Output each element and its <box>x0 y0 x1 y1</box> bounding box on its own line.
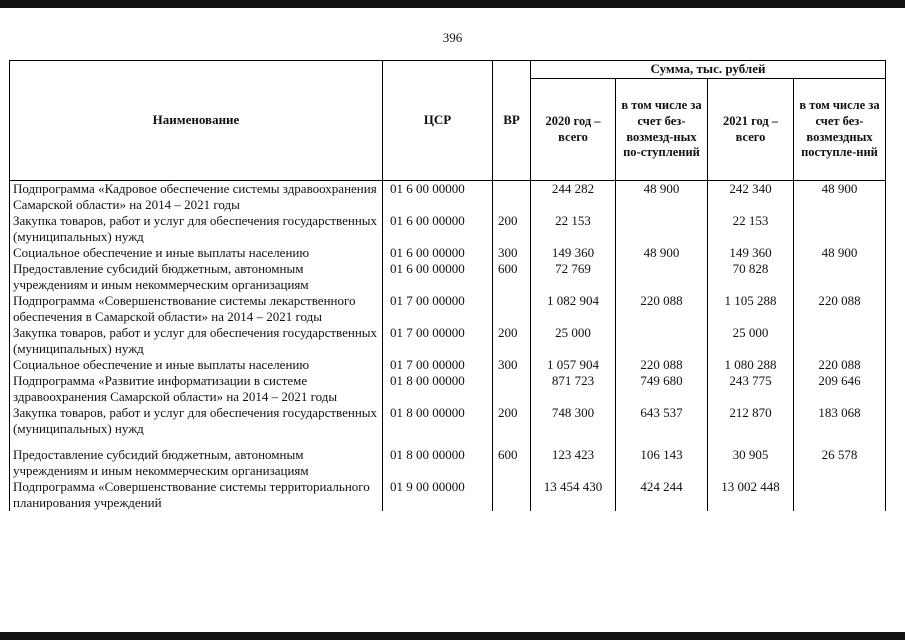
header-vr: ВР <box>493 61 531 181</box>
row-2020-total: 22 153 <box>531 213 616 245</box>
row-vr <box>493 181 531 214</box>
row-2021-total: 212 870 <box>708 405 794 437</box>
bottom-border <box>0 632 905 640</box>
row-2021-free: 48 900 <box>794 181 886 214</box>
row-2020-free: 106 143 <box>616 437 708 479</box>
row-name: Предоставление субсидий бюджетным, автономным учреждениям и иным некоммерческим организациям <box>10 437 383 479</box>
row-2020-total: 123 423 <box>531 437 616 479</box>
row-2020-total: 72 769 <box>531 261 616 293</box>
row-csr: 01 6 00 00000 <box>383 261 493 293</box>
row-csr: 01 7 00 00000 <box>383 293 493 325</box>
page-number: 396 <box>442 30 463 45</box>
row-csr: 01 6 00 00000 <box>383 213 493 245</box>
row-2020-free: 48 900 <box>616 245 708 261</box>
row-vr: 200 <box>493 213 531 245</box>
row-2021-free <box>794 261 886 293</box>
row-2021-total: 22 153 <box>708 213 794 245</box>
row-vr <box>493 479 531 511</box>
top-border <box>0 0 905 8</box>
row-csr: 01 6 00 00000 <box>383 245 493 261</box>
row-2020-free: 220 088 <box>616 293 708 325</box>
table-row <box>10 437 886 479</box>
row-2020-total: 1 082 904 <box>531 293 616 325</box>
row-vr: 200 <box>493 405 531 437</box>
header-2021-free: в том числе за счет без-возмездных поступле-ний <box>794 79 886 181</box>
row-csr: 01 8 00 00000 <box>383 373 493 405</box>
row-2021-free <box>794 325 886 357</box>
row-2020-total: 244 282 <box>531 181 616 214</box>
row-2020-free: 424 244 <box>616 479 708 511</box>
row-2021-free: 220 088 <box>794 357 886 373</box>
table-row <box>10 479 886 511</box>
row-csr: 01 7 00 00000 <box>383 325 493 357</box>
row-name: Закупка товаров, работ и услуг для обеспечения государственных (муниципальных) нужд <box>10 213 383 245</box>
table-row <box>10 181 886 214</box>
table-row <box>10 405 886 437</box>
header-name: Наименование <box>10 61 383 181</box>
row-name: Подпрограмма «Совершенствование системы лекарственного обеспечения в Самарской области» на 2014 – 2021 годы <box>10 293 383 325</box>
row-name: Подпрограмма «Кадровое обеспечение системы здравоохранения Самарской области» на 2014 – 2021 годы <box>10 181 383 214</box>
row-2020-total: 13 454 430 <box>531 479 616 511</box>
row-vr: 200 <box>493 325 531 357</box>
row-2020-total: 1 057 904 <box>531 357 616 373</box>
header-sum-group: Сумма, тыс. рублей <box>531 61 886 79</box>
header-2020-free: в том числе за счет без-возмезд-ных по-ступлений <box>616 79 708 181</box>
row-vr: 600 <box>493 261 531 293</box>
row-2020-free: 749 680 <box>616 373 708 405</box>
row-2021-total: 149 360 <box>708 245 794 261</box>
budget-table <box>9 60 886 511</box>
header-csr: ЦСР <box>383 61 493 181</box>
table-row <box>10 373 886 405</box>
row-2021-total: 1 105 288 <box>708 293 794 325</box>
row-2020-total: 748 300 <box>531 405 616 437</box>
row-vr: 300 <box>493 357 531 373</box>
table-row <box>10 213 886 245</box>
row-2021-free: 48 900 <box>794 245 886 261</box>
row-2020-total: 25 000 <box>531 325 616 357</box>
table-row <box>10 245 886 261</box>
row-name: Подпрограмма «Совершенствование системы территориального планирования учреждений <box>10 479 383 511</box>
row-2020-free: 220 088 <box>616 357 708 373</box>
row-vr: 300 <box>493 245 531 261</box>
row-csr: 01 6 00 00000 <box>383 181 493 214</box>
header-2020-total: 2020 год – всего <box>531 79 616 181</box>
row-2021-free <box>794 213 886 245</box>
row-2020-total: 149 360 <box>531 245 616 261</box>
table-row <box>10 357 886 373</box>
row-vr: 600 <box>493 437 531 479</box>
row-vr <box>493 373 531 405</box>
row-2020-free: 643 537 <box>616 405 708 437</box>
row-name: Закупка товаров, работ и услуг для обеспечения государственных (муниципальных) нужд <box>10 405 383 437</box>
row-2021-free: 26 578 <box>794 437 886 479</box>
row-2020-free <box>616 261 708 293</box>
row-2021-free: 209 646 <box>794 373 886 405</box>
row-2021-total: 243 775 <box>708 373 794 405</box>
row-2021-total: 25 000 <box>708 325 794 357</box>
row-name: Закупка товаров, работ и услуг для обеспечения государственных (муниципальных) нужд <box>10 325 383 357</box>
row-2021-total: 13 002 448 <box>708 479 794 511</box>
row-2021-total: 30 905 <box>708 437 794 479</box>
table-row <box>10 325 886 357</box>
header-2021-total: 2021 год – всего <box>708 79 794 181</box>
table-row <box>10 293 886 325</box>
row-2020-free <box>616 213 708 245</box>
row-vr <box>493 293 531 325</box>
row-csr: 01 8 00 00000 <box>383 405 493 437</box>
row-name: Подпрограмма «Развитие информатизации в системе здравоохранения Самарской области» на 2014 – 2021 годы <box>10 373 383 405</box>
row-name: Социальное обеспечение и иные выплаты населению <box>10 245 383 261</box>
row-2021-free: 220 088 <box>794 293 886 325</box>
row-csr: 01 7 00 00000 <box>383 357 493 373</box>
row-csr: 01 9 00 00000 <box>383 479 493 511</box>
table-row <box>10 261 886 293</box>
row-2021-free <box>794 479 886 511</box>
row-2020-free: 48 900 <box>616 181 708 214</box>
row-name: Предоставление субсидий бюджетным, автономным учреждениям и иным некоммерческим организациям <box>10 261 383 293</box>
row-2021-total: 242 340 <box>708 181 794 214</box>
row-2021-free: 183 068 <box>794 405 886 437</box>
row-2021-total: 70 828 <box>708 261 794 293</box>
row-2021-total: 1 080 288 <box>708 357 794 373</box>
row-name: Социальное обеспечение и иные выплаты населению <box>10 357 383 373</box>
row-2020-total: 871 723 <box>531 373 616 405</box>
row-csr: 01 8 00 00000 <box>383 437 493 479</box>
row-2020-free <box>616 325 708 357</box>
